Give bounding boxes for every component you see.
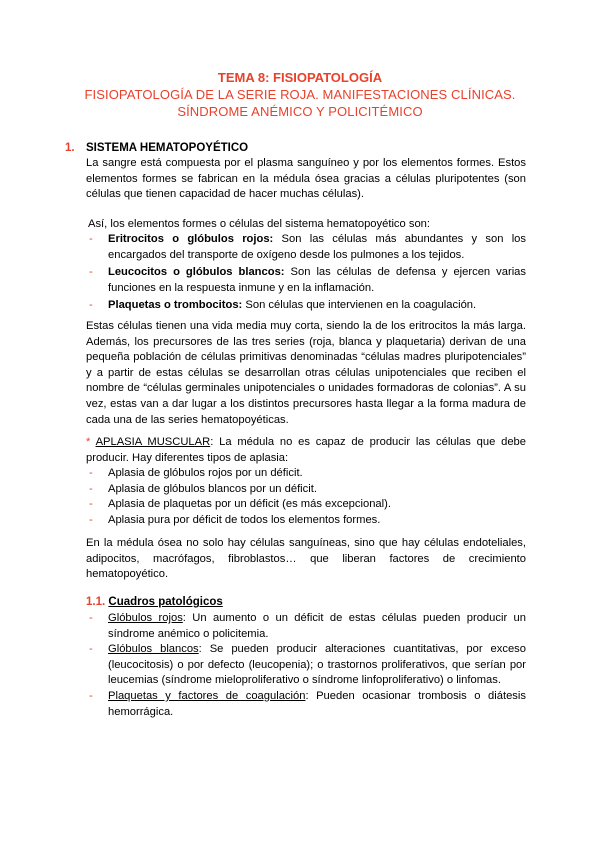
list-item [86,466,526,482]
list-item [86,513,526,529]
document-header [0,70,600,120]
list-item [86,232,526,263]
aplasia-types-block [86,466,526,528]
list-item [86,298,526,314]
pathology-list [86,611,526,720]
list-item [86,482,526,498]
list-item-term: Plaquetas o trombocitos: [108,299,243,312]
dash-bullet: - [89,299,93,312]
list-item [86,689,526,720]
dash-bullet: - [89,233,93,245]
dash-bullet: - [89,513,93,526]
aplasia-term: APLASIA MUSCULAR [95,436,211,448]
list-item-term: Glóbulos rojos [108,612,183,624]
subsection-title: Cuadros patológicos [108,596,223,608]
list-item-desc: : Un aumento o un déficit de estas células pueden producir un síndrome anémico o policitemia. [108,612,527,640]
dash-bullet: - [89,612,93,624]
elements-list [86,232,526,314]
aplasia-desc: : La médula no es capaz de producir las células que debe producir. Hay diferentes tipos de aplasia: [86,436,526,464]
list-item [86,497,526,513]
list-item-text: Aplasia de glóbulos blancos por un déficit. [108,482,317,495]
subsection-heading [86,596,223,608]
asterisk-mark: * [86,436,91,448]
list-item-desc: : Se pueden producir alteraciones cuantitativas, por exceso (leucocitosis) o por defecto (leucopenia); o trastornos proliferativos, que serían por leucemias (síndrome mieloproliferativo o síndrome linfoproliferativo) o linfomas. [108,643,526,687]
list-item-desc: Son células que intervienen en la coagulación. [242,299,477,312]
section-intro-paragraph: La sangre está compuesta por el plasma sanguíneo y por los elementos formes. Estos elementos formes se fabrican en la médula ósea gracias a células pluripotentes (son células que tienen capacidad de hacer muchas células). [86,157,526,201]
dash-bullet: - [89,467,93,479]
list-item [86,611,526,642]
section-number: 1. [65,142,75,154]
list-item-term: Eritrocitos o glóbulos rojos: [108,233,274,245]
dash-bullet: - [89,482,93,495]
list-item-desc: : Pueden ocasionar trombosis o diátesis hemorrágica. [108,689,526,718]
list-item-desc: Son las células más abundantes y son los encargados del transporte de oxígeno desde los pulmones a los tejidos. [108,233,526,261]
list-item-desc: Son las células de defensa y ejercen varias funciones en la respuesta inmune y en la inflamación. [108,266,526,294]
document-title: TEMA 8: FISIOPATOLOGÍA [217,70,383,85]
aplasia-types-list [86,466,526,528]
dash-bullet: - [89,498,93,511]
dash-bullet: - [89,266,93,279]
dash-bullet: - [89,643,93,656]
list-item-term: Leucocitos o glóbulos blancos: [108,266,285,279]
elements-list-intro: Así, los elementos formes o células del sistema hematopoyético son: [88,218,431,230]
list-item-text: Aplasia pura por déficit de todos los elementos formes. [108,513,381,526]
list-item [86,642,526,689]
list-item-term: Plaquetas y factores de coagulación [108,689,306,702]
pathology-list-block [86,611,526,720]
dash-bullet: - [89,689,93,702]
list-item [86,265,526,296]
section-title: SISTEMA HEMATOPOYÉTICO [86,142,249,154]
document-subtitle-line-2: SÍNDROME ANÉMICO Y POLICITÉMICO [177,104,423,119]
list-item-term: Glóbulos blancos [108,643,199,656]
list-item-text: Aplasia de plaquetas por un déficit (es más excepcional). [108,498,391,511]
marrow-cells-paragraph: En la médula ósea no solo hay células sanguíneas, sino que hay células endoteliales, adipocitos, macrófagos, fibroblastos… que liberan factores de crecimiento hematopoyético. [86,537,526,581]
elements-list-block [86,232,526,314]
document-subtitle-line-1: FISIOPATOLOGÍA DE LA SERIE ROJA. MANIFESTACIONES CLÍNICAS. [84,87,516,102]
list-item-text: Aplasia de glóbulos rojos por un déficit. [108,467,303,479]
subsection-number: 1.1. [86,596,106,608]
precursors-paragraph: Estas células tienen una vida media muy corta, siendo la de los eritrocitos la más larga. Además, los precursores de las tres series (roja, blanca y plaquetaria) derivan de una pequeña población de células primitivas denominadas “células madres pluripotenciales” y a partir de estas células se desarrollan otras células unipotenciales que reciben el nombre de “células germinales unipotenciales o unidades formadoras de colonias”. A su vez, estas van a dar lugar a los distintos precursores hasta llegar a la forma madura de cada una de las series hematopoyéticas. [86,320,526,426]
aplasia-paragraph [86,435,526,466]
